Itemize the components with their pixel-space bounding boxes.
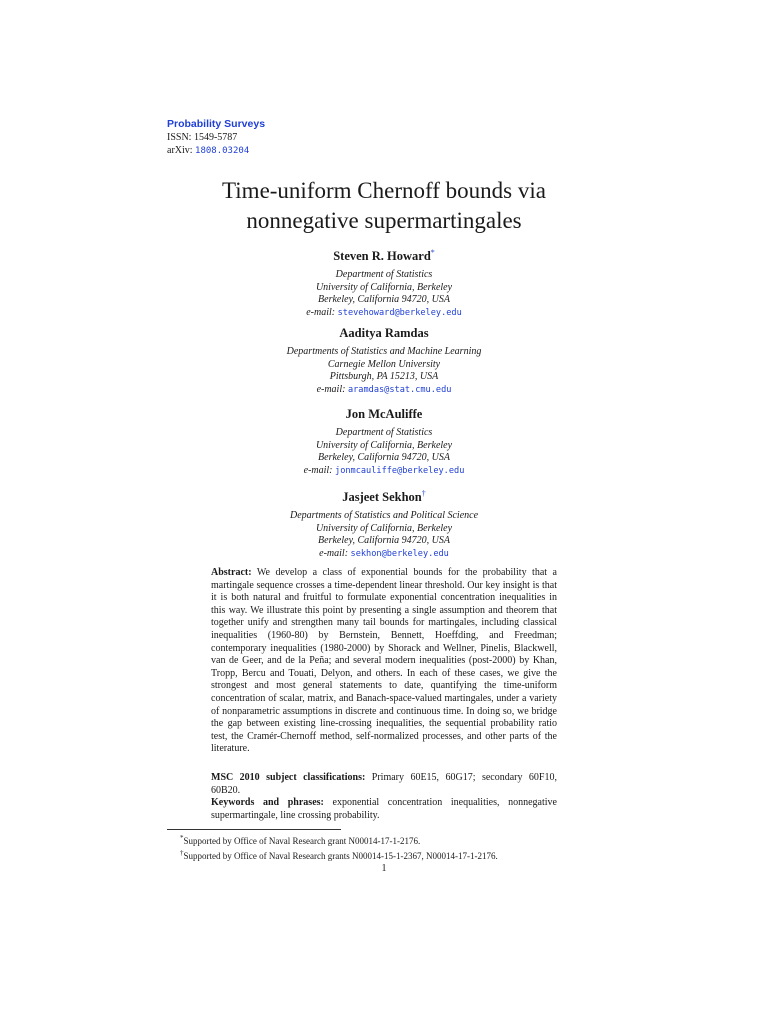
keywords-text: exponential concentration inequalities, nonnegative supermartingale, line crossing probability. [211,797,557,821]
footnotes [180,832,498,862]
affiliation-line: Carnegie Mellon University [327,358,441,370]
title-line-1: Time-uniform Chernoff bounds via [222,178,546,203]
email-label: e-mail: [303,464,333,476]
author-block-1 [0,245,768,320]
email-line [0,307,768,320]
footnote-text: Supported by Office of Naval Research grant N00014-17-1-2176. [183,836,421,846]
author-name: Jasjeet Sekhon [342,490,422,505]
email-line [0,384,768,397]
footnote-item [180,847,498,862]
footnote-mark: † [180,849,184,857]
email-link[interactable]: stevehoward@berkeley.edu [337,307,462,318]
abstract-label: Abstract: [211,567,252,578]
email-label: e-mail: [306,306,336,318]
affiliation-line: Department of Statistics [335,269,433,281]
author-block-4 [0,486,768,561]
msc-label: MSC 2010 subject classifications: [211,772,366,783]
author-block-3 [0,406,768,477]
email-line [0,548,768,561]
classification-block [211,772,557,822]
page-number: 1 [381,863,387,874]
footnote-item [180,832,498,847]
abstract [211,567,557,756]
arxiv-line [167,144,265,158]
affiliation-line: Berkeley, California 94720, USA [318,294,450,306]
affiliation-line: University of California, Berkeley [315,439,453,451]
author-name: Steven R. Howard [333,249,431,264]
keywords-label: Keywords and phrases: [211,797,324,809]
msc-text: Primary 60E15, 60G17; secondary 60F10, 60B20. [211,772,557,796]
journal-name-link[interactable]: Probability Surveys [167,118,266,130]
paper-title [0,176,768,236]
msc-line [211,772,557,797]
email-link[interactable]: jonmcauliffe@berkeley.edu [335,465,465,476]
issn-line: ISSN: 1549-5787 [167,132,238,143]
affiliation-line: Departments of Statistics and Machine Learning [286,346,482,357]
affiliation-line: Department of Statistics [335,427,433,438]
affiliation-line: University of California, Berkeley [315,522,453,534]
title-line-2: nonnegative supermartingales [246,208,522,233]
footnote-mark: * [180,834,184,842]
footnote-marker-link[interactable]: * [430,248,435,257]
affiliation-line: Departments of Statistics and Political Science [289,510,479,522]
affiliation-line: Pittsburgh, PA 15213, USA [329,371,439,383]
affiliation-line: Berkeley, California 94720, USA [318,452,450,464]
footnote-text: Supported by Office of Naval Research grants N00014-15-1-2367, N00014-17-1-2176. [183,851,498,861]
abstract-text: We develop a class of exponential bounds for the probability that a martingale sequence crosses a time-dependent linear threshold. Our key insight is that it is both natural and fruitful to formulate exponential concentration inequalities in this way. We illustrate this point by presenting a single assumption and theorem that together unify and strengthen many tail bounds for martingales, including classical inequalities (1960-80) by Bernstein, Bennett, Hoeffding, and Freedman; contemporary inequalities (1980-2000) by Shorack and Wellner, Pinelis, Blackwell, van de Geer, and de la Peña; and several modern inequalities (post-2000) by Khan, Tropp, Bercu and Touati, Delyon, and others. In each of these cases, we give the strongest and most general statements to date, quantifying the time-uniform concentration of scalar, matrix, and Banach-space-valued martingales, under a variety of nonparametric assumptions in discrete and continuous time. In doing so, we bridge the gap between existing line-crossing inequalities, the sequential probability ratio test, the Cramér-Chernoff method, self-normalized processes, and other parts of the literature. [211,567,557,755]
author-block-2 [0,325,768,396]
email-link[interactable]: sekhon@berkeley.edu [350,548,449,559]
author-name: Aaditya Ramdas [339,326,429,340]
footnote-marker-link[interactable]: † [421,489,426,498]
journal-header [167,118,265,158]
affiliation-line: Berkeley, California 94720, USA [318,535,450,547]
keywords-line [211,797,557,822]
affiliation-line: University of California, Berkeley [315,281,453,293]
email-line [0,465,768,478]
email-label: e-mail: [319,547,349,559]
arxiv-label: arXiv: [167,145,193,156]
arxiv-id-link[interactable]: 1808.03204 [195,146,250,156]
footnote-divider [167,829,341,830]
email-label: e-mail: [316,383,346,395]
author-name: Jon McAuliffe [345,407,423,421]
email-link[interactable]: aramdas@stat.cmu.edu [347,384,452,395]
